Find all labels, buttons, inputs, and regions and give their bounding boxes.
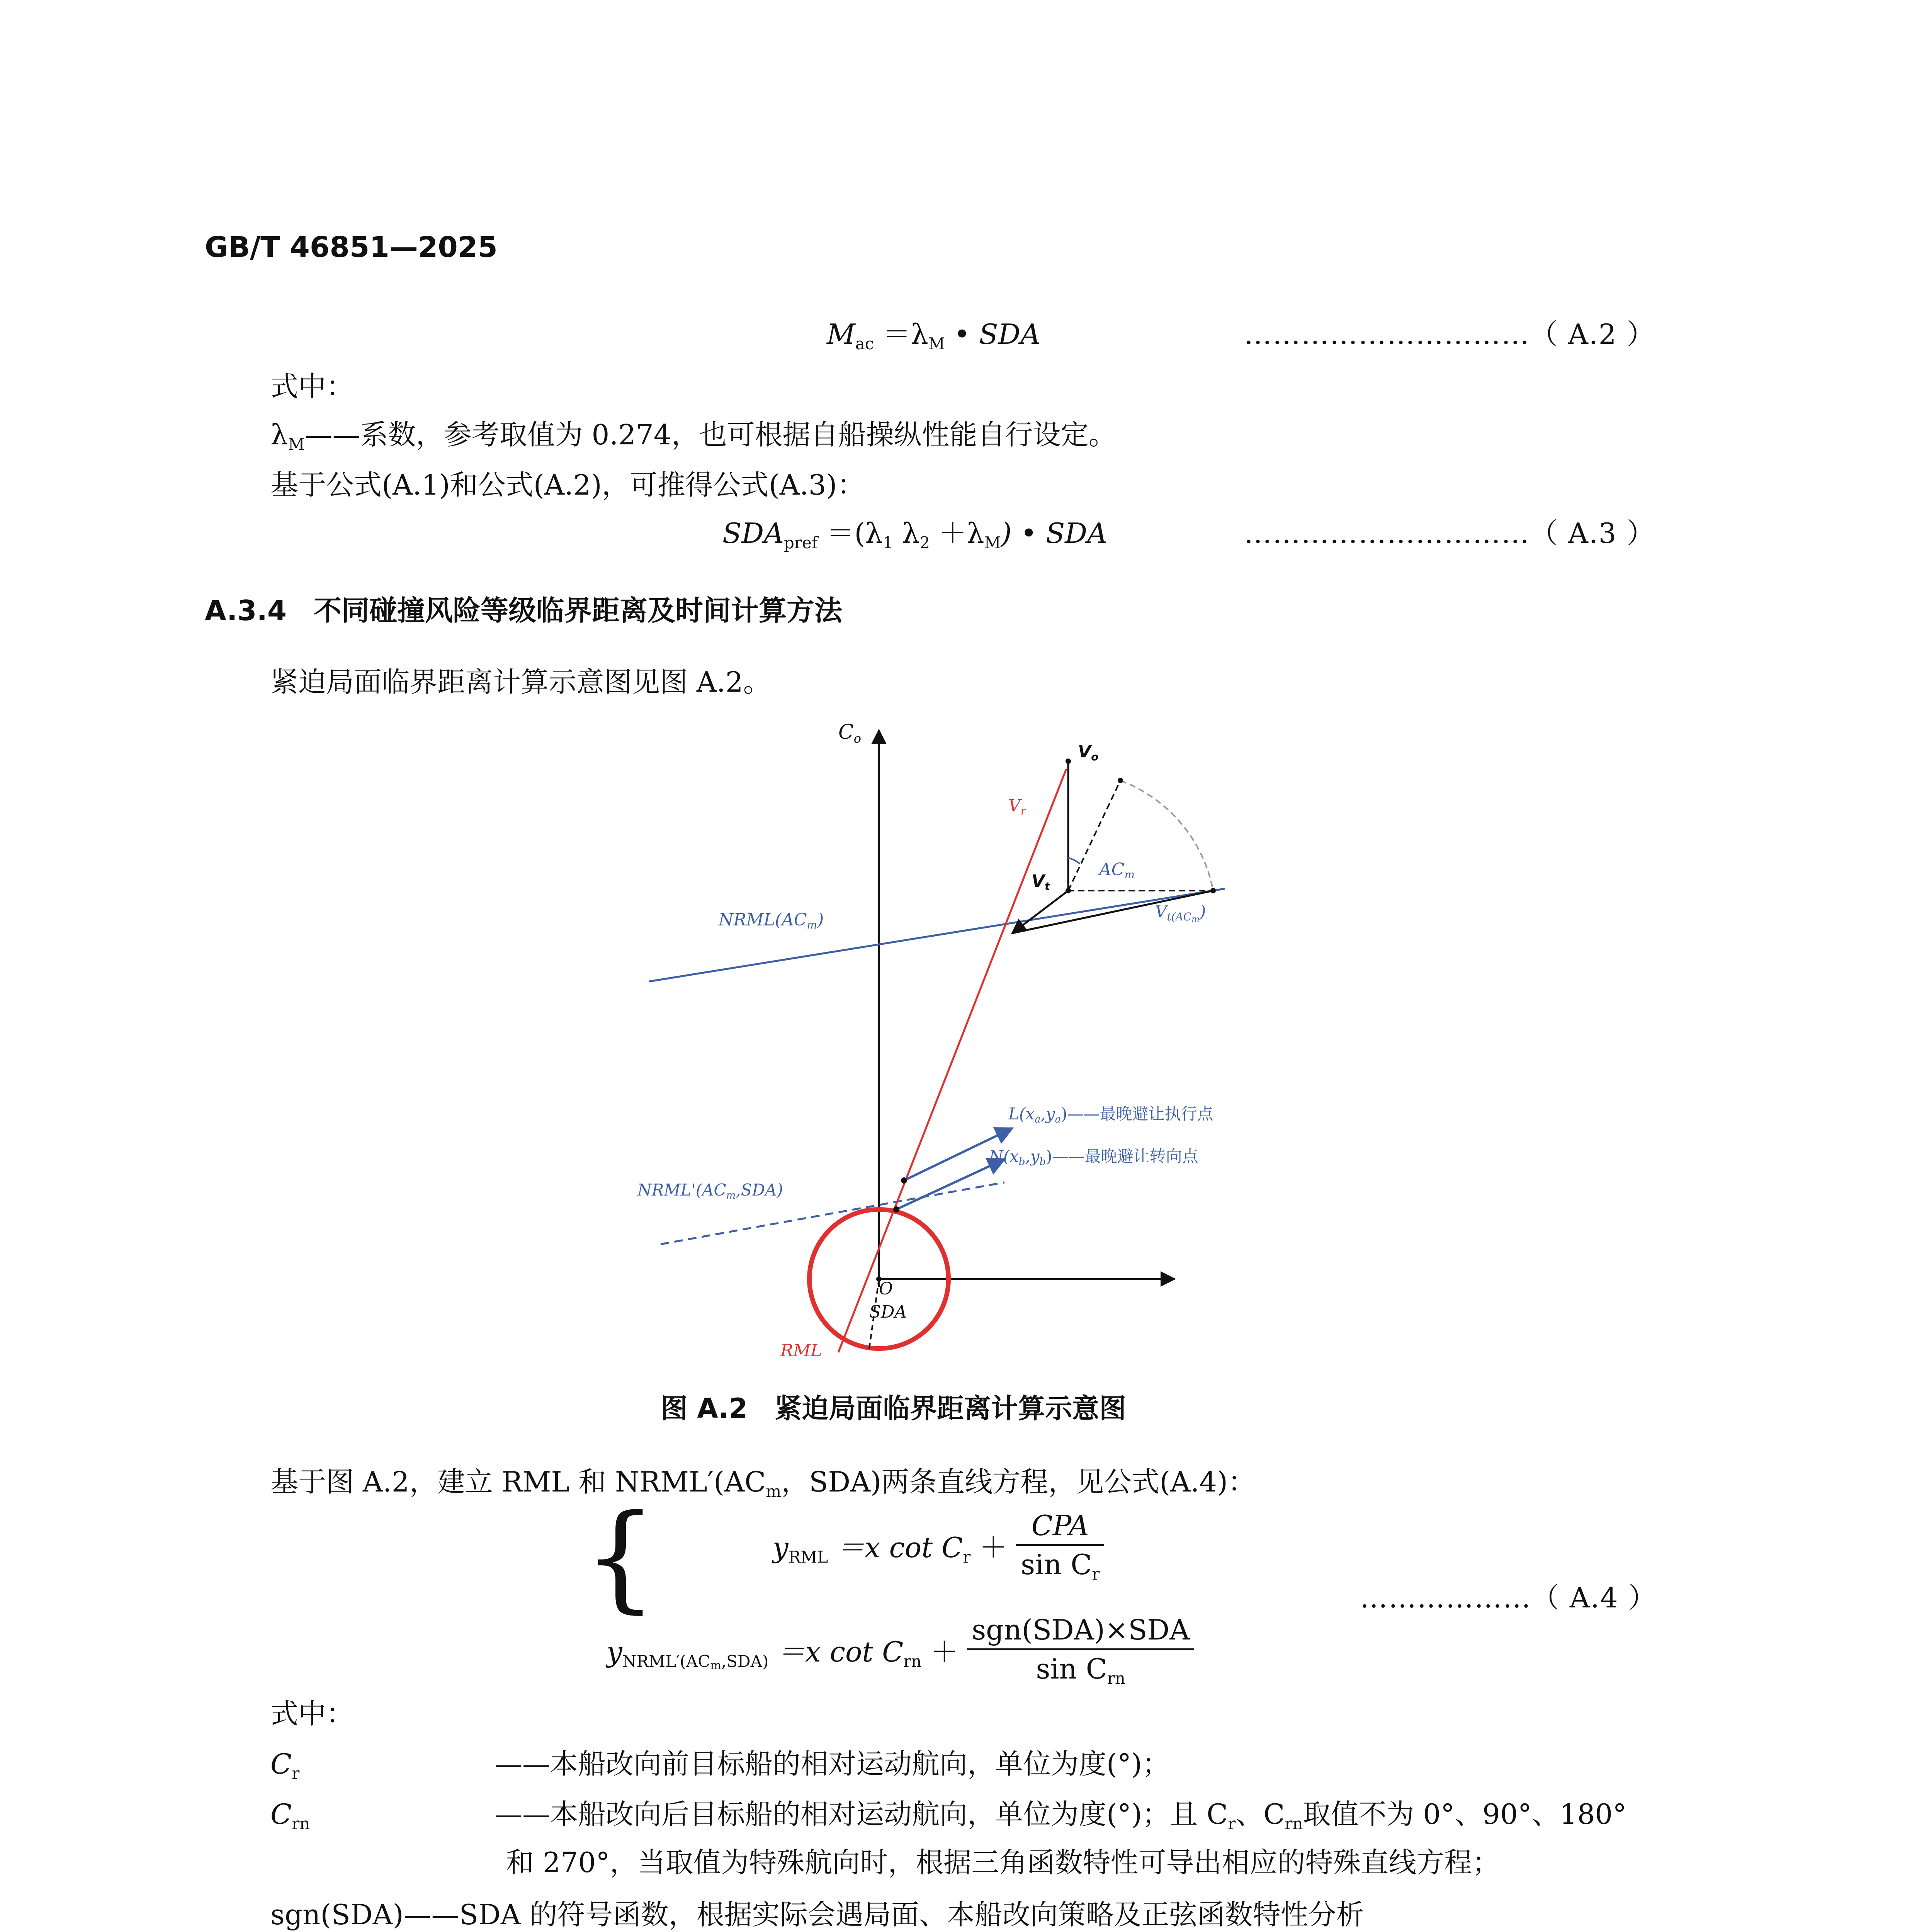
def-crn-continued: 和 270°，当取值为特殊航向时，根据三角函数特性可导出相应的特殊直线方程； — [506, 1846, 1500, 1879]
nrml-label: NRML(ACm) — [719, 910, 824, 931]
equation-a3: $SDA_{pref} =(\lambda_1$ $\lambda_2 +\lambda_M$) • SDA — [722, 517, 1107, 552]
vr-label: Vr — [1008, 796, 1026, 817]
point-n-start — [893, 1206, 899, 1213]
def-cr: $C_r$ ——本船改向前目标船的相对运动航向，单位为度(°)； — [270, 1748, 1170, 1783]
nrml-line — [649, 889, 1225, 981]
vt-label: Vt — [1032, 871, 1050, 893]
point-n-label: N(xb,yb)——最晚避让转向点 — [989, 1147, 1198, 1168]
vt-acm-label: $Vt(AC_m)$ — [1155, 902, 1206, 924]
origin-label: O — [879, 1279, 893, 1299]
rml-label: RML — [780, 1341, 822, 1361]
point-vo-dashed — [1118, 778, 1123, 783]
def-sgn: sgn(SDA)——SDA 的符号函数，根据实际会遇局面、本船改向策略及正弦函数特性分析 — [270, 1898, 1364, 1931]
point-vt-acm — [1210, 888, 1216, 893]
nrml-prime-label: NRML'(ACm,SDA) — [637, 1180, 783, 1201]
equation-a4-brace: { — [583, 1490, 657, 1624]
arrow-n — [896, 1159, 1004, 1209]
equation-a2: $M_{ac} =\lambda_M$ • SDA — [827, 318, 1041, 353]
derive-text: 基于公式(A.1)和公式(A.2)，可推得公式(A.3)： — [270, 469, 865, 501]
intro-text: 紧迫局面临界距离计算示意图见图 A.2。 — [270, 666, 771, 698]
acm-angle-arc — [1068, 858, 1080, 864]
sda-label: SDA — [869, 1302, 907, 1322]
equation-a2-number: …………………………（ A.2 ） — [1244, 318, 1655, 350]
acm-label: ACm — [1099, 860, 1135, 881]
where-label: 式中： — [270, 370, 354, 403]
equation-a4-line1: $y_{RML} =x$ $\cot C_r$ ＋ $\frac{\text{CPA}}{\sin C_r}$ — [773, 1507, 1104, 1593]
section-heading: A.3.4 不同碰撞风险等级临界距离及时间计算方法 — [205, 594, 842, 627]
axis-y-label: Co — [838, 721, 862, 746]
figure-a2-diagram — [618, 719, 1275, 1383]
equation-a4-number: ………………（ A.4 ） — [1360, 1582, 1657, 1614]
figure-caption: 图 A.2 紧迫局面临界距离计算示意图 — [661, 1393, 1127, 1424]
point-vt — [1066, 888, 1071, 893]
rml-line — [838, 769, 1066, 1352]
standard-number: GB/T 46851—2025 — [205, 231, 498, 264]
equation-a3-number: …………………………（ A.3 ） — [1244, 517, 1655, 549]
point-vo — [1066, 759, 1071, 764]
point-l-label: L(xa,ya)——最晚避让执行点 — [1008, 1104, 1213, 1125]
lambda-m-definition: $\lambda_M——$系数，参考取值为 0.274，也可根据自船操纵性能自行设定。 — [270, 418, 1117, 454]
point-l-start — [901, 1177, 907, 1184]
equation-a4-line2: $y_{NRML'(ACm,SDA)} =x$ $\cot C_{rn}$ ＋ $\frac{\text{sgn(SDA)×SDA}}{\sin C_{rn}}$ — [607, 1611, 1194, 1697]
def-crn: $C_{rn}$ ——本船改向后目标船的相对运动航向，单位为度(°)；且 $C_r$、$C_{rn}$取值不为 0°、90°、180° — [270, 1798, 1627, 1833]
eq-a4-intro: 基于图 A.2，建立 RML 和 $NRML'(AC_m$，SDA)两条直线方程，见公式(A.4)： — [270, 1466, 1256, 1501]
vo-label: Vo — [1078, 742, 1099, 763]
where-label-2: 式中： — [270, 1697, 354, 1730]
